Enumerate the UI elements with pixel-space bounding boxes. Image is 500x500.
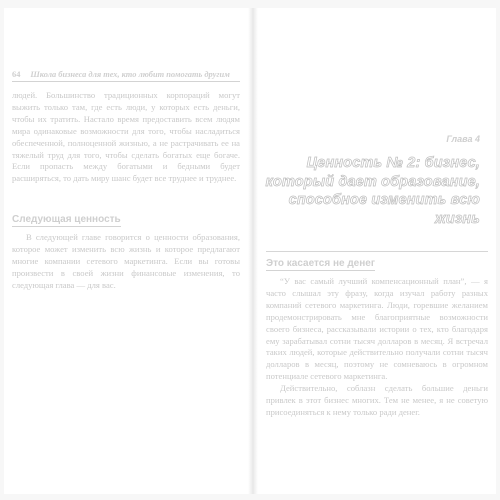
paragraph: Действительно, соблазн сделать большие деньги привлек в этот бизнес многих. Тем не менее, я не советую присоединяться к нему только ради денег. <box>266 383 488 417</box>
book-spread <box>4 8 496 494</box>
book-gutter <box>248 8 258 494</box>
section-heading: Следующая ценность <box>12 214 121 225</box>
paragraph: В следующей главе говорится о ценности образования, которое может изменить всю жизнь и которое предлагают многие компании сетевого маркетинга. Если вы готовы произвести в своей жизни финансовые изменения, то следующая глава — для вас. <box>12 232 240 290</box>
chapter-divider <box>266 251 488 252</box>
running-head <box>12 70 240 82</box>
left-body-bottom <box>12 232 240 292</box>
chapter-label: Глава 4 <box>446 134 480 144</box>
chapter-title: Ценность № 2: бизнес, который дает образование, способное изменить всю жизнь <box>265 155 480 227</box>
section-heading: Это касается не денег <box>266 258 376 269</box>
right-page <box>266 8 488 494</box>
left-page <box>12 8 240 494</box>
left-body-top <box>12 90 240 185</box>
running-head-title: Школа бизнеса для тех, кто любит помогать другим <box>30 70 230 79</box>
paragraph: людей. Большинство традиционных корпораций могут выжить только там, где есть люди, у которых есть деньги, чтобы их тратить. Настало время предоставить всем людям мира одинаковые возможности для того, чтобы насладиться обеспеченной, полноценной жизнью, а не растрачивать ее на тяжелый труд для того, чтобы сделать богатых еще богаче. Если пропасть между богатыми и бедными будет расширяться, то дать миру шанс будет все труднее и труднее. <box>12 90 240 184</box>
right-body <box>266 276 488 419</box>
paragraph: “У вас самый лучший компенсационный план”, — я часто слышал эту фразу, когда изучал работу разных компаний сетевого маркетинга. Люди, горевшие желанием продемонстрировать мне благоприятные возможности своего бизнеса, рассказывали истории о тех, кто благодаря ему зарабатывал сотни тысяч долларов в месяц. Я встречал таких людей, которые действительно получали сотни тысяч долларов в месяц, поэтому не сомневаюсь в огромном потенциале сетевого маркетинга. <box>266 276 488 382</box>
page-number: 64 <box>12 70 21 79</box>
